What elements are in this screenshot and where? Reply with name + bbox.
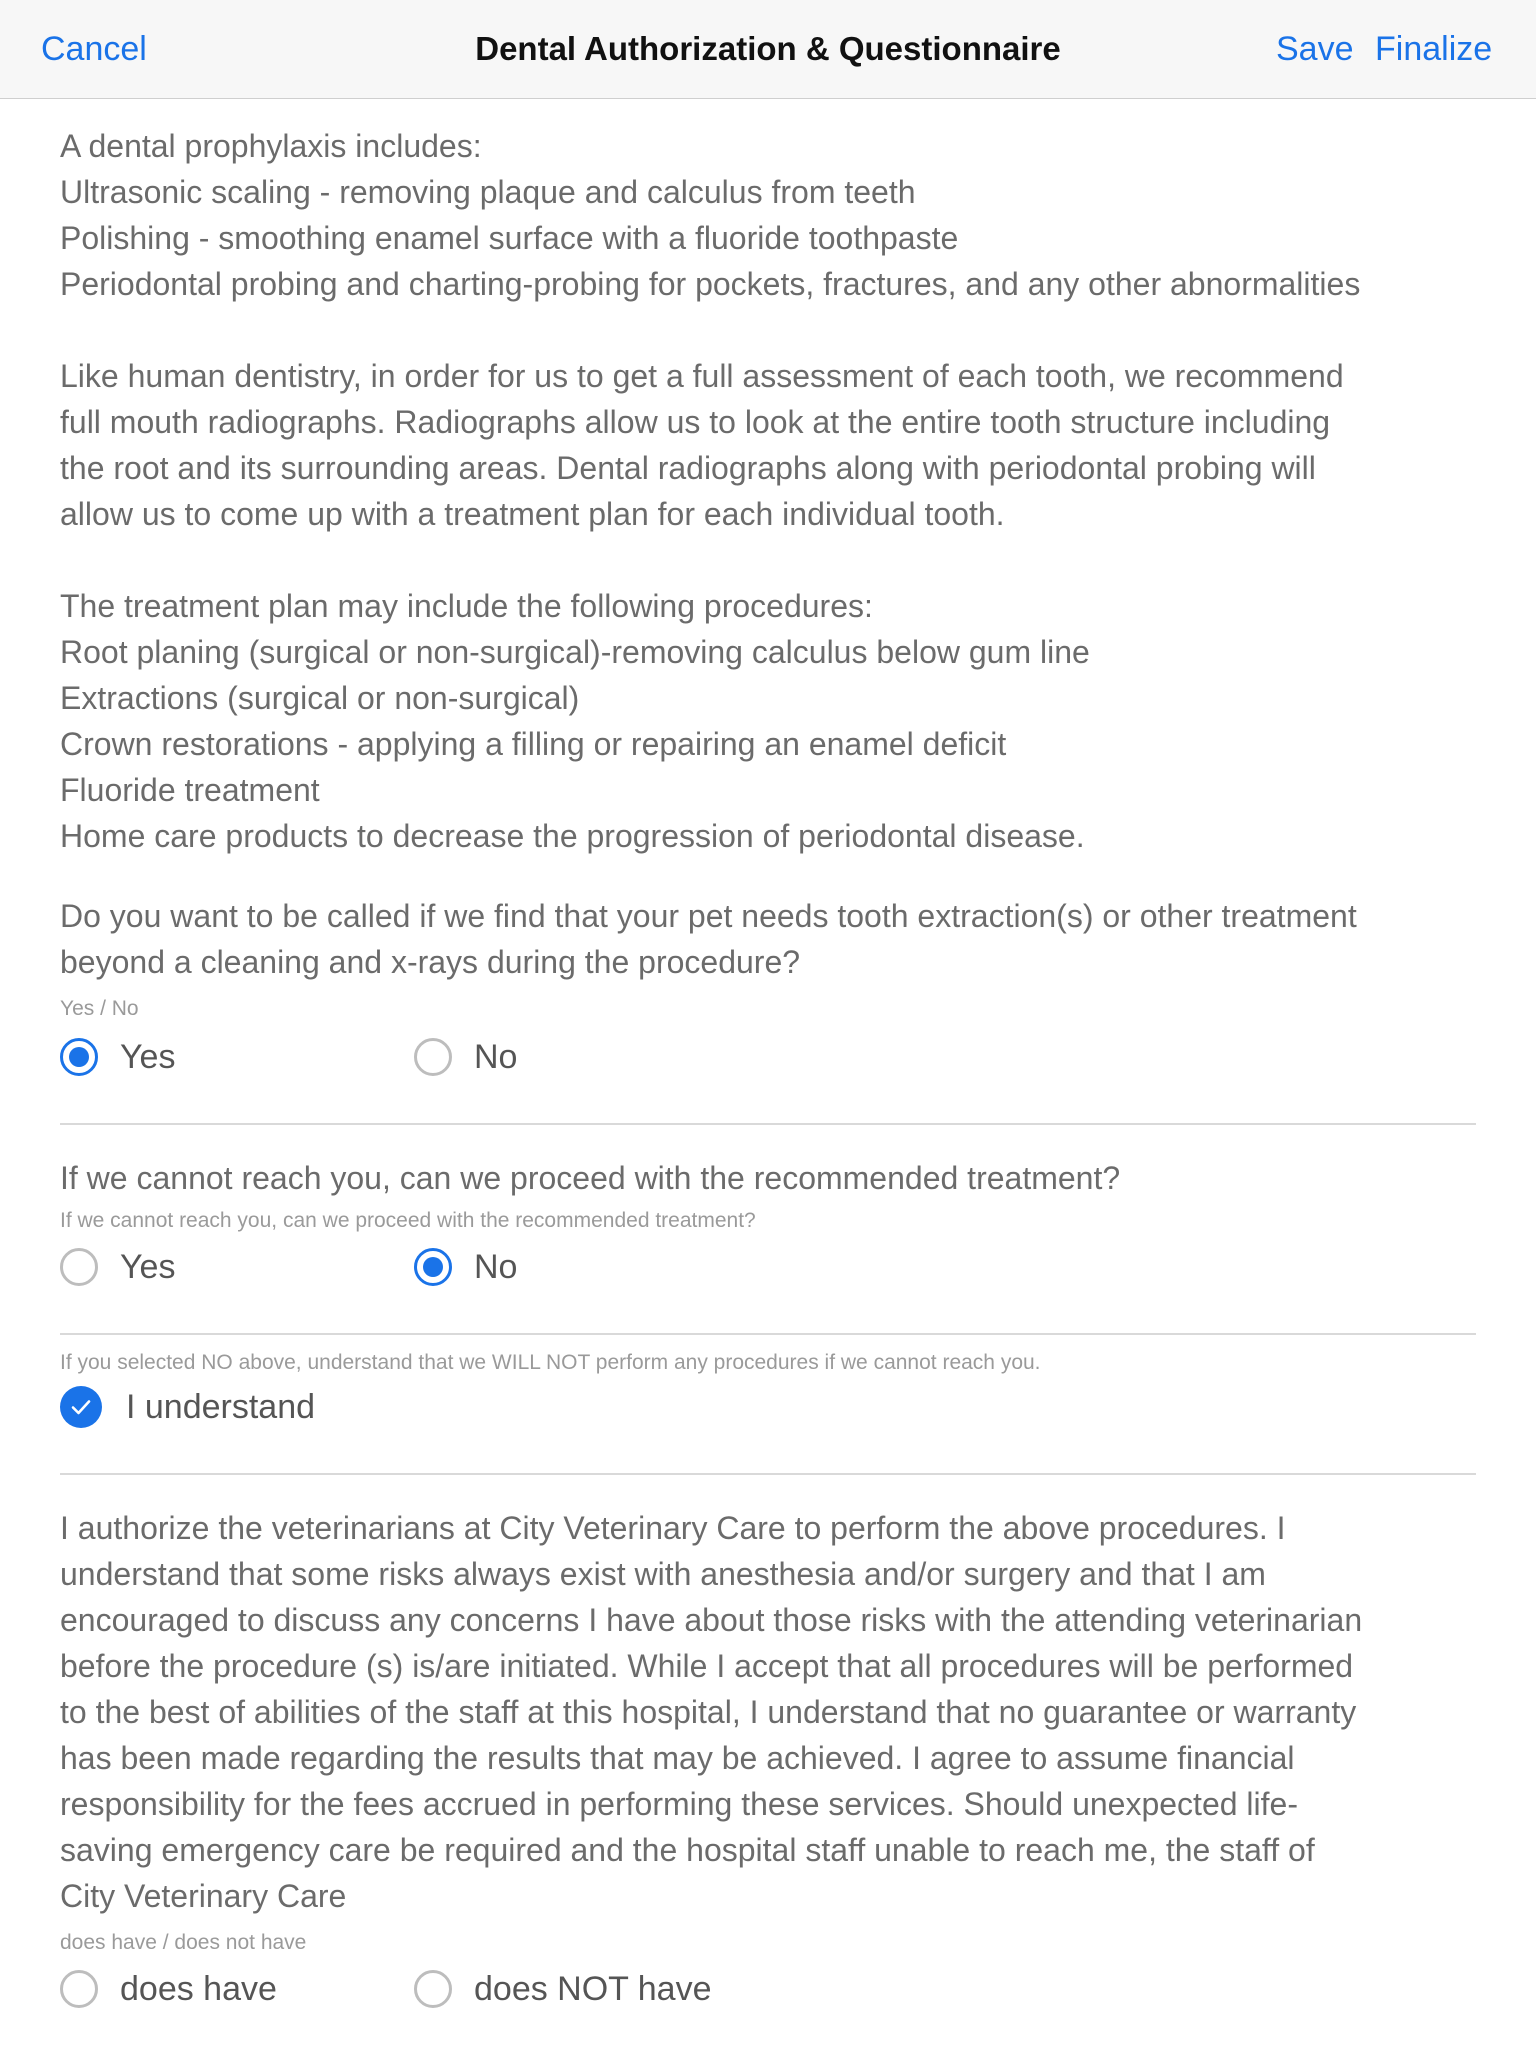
treatment-line: Extractions (surgical or non-surgical): [60, 680, 580, 716]
authorization-line: to the best of abilities of the staff at this hospital, I understand that no guarantee or warranty: [60, 1694, 1357, 1730]
prophylaxis-line: Ultrasonic scaling - removing plaque and calculus from teeth: [60, 174, 916, 210]
proceed-question-text: If we cannot reach you, can we proceed with the recommended treatment?: [60, 1160, 1121, 1196]
radiographs-line: Like human dentistry, in order for us to get a full assessment of each tooth, we recommend: [60, 358, 1344, 394]
prophylaxis-line: A dental prophylaxis includes:: [60, 128, 482, 164]
page-title: Dental Authorization & Questionnaire: [475, 30, 1061, 67]
radio-unselected-icon[interactable]: [60, 1970, 98, 2008]
call-no-option[interactable]: [414, 1027, 517, 1087]
authorization-line: responsibility for the fees accrued in performing these services. Should unexpected life-: [60, 1786, 1298, 1822]
prophylaxis-paragraph: [60, 123, 1476, 307]
call-yes-option[interactable]: [60, 1027, 175, 1087]
radio-unselected-icon[interactable]: [414, 1038, 452, 1076]
authorization-line: City Veterinary Care: [60, 1878, 347, 1914]
save-button[interactable]: Save: [1276, 30, 1354, 68]
proceed-no-label: No: [474, 1247, 518, 1286]
does-not-have-option-label: does NOT have: [474, 1969, 712, 2008]
authorization-line: I authorize the veterinarians at City Veterinary Care to perform the above procedures. I: [60, 1510, 1286, 1546]
form-content: [60, 99, 1476, 2019]
proceed-no-option[interactable]: [414, 1237, 517, 1297]
cancel-button[interactable]: Cancel: [41, 30, 147, 68]
prophylaxis-line: Polishing - smoothing enamel surface with a fluoride toothpaste: [60, 220, 959, 256]
radio-unselected-icon[interactable]: [60, 1248, 98, 1286]
does-have-option-label: does have: [120, 1969, 277, 2008]
radiographs-line: full mouth radiographs. Radiographs allow us to look at the entire tooth structure including: [60, 404, 1331, 440]
authorization-line: has been made regarding the results that may be achieved. I agree to assume financial: [60, 1740, 1295, 1776]
proceed-question-label: If we cannot reach you, can we proceed with the recommended treatment?: [60, 1209, 756, 1232]
understand-checkbox[interactable]: [60, 1377, 1476, 1437]
authorization-line: understand that some risks always exist with anesthesia and/or surgery and that I am: [60, 1556, 1266, 1592]
authorization-line: encouraged to discuss any concerns I have about those risks with the attending veterinarian: [60, 1602, 1363, 1638]
prophylaxis-line: Periodontal probing and charting-probing for pockets, fractures, and any other abnormalities: [60, 266, 1361, 302]
call-no-label: No: [474, 1037, 518, 1076]
call-question-line: Do you want to be called if we find that your pet needs tooth extraction(s) or other treatment: [60, 898, 1357, 934]
treatment-line: Fluoride treatment: [60, 772, 320, 808]
treatment-plan-paragraph: [60, 583, 1476, 859]
treatment-line: Home care products to decrease the progression of periodontal disease.: [60, 818, 1085, 854]
finalize-button[interactable]: Finalize: [1375, 30, 1493, 68]
authorization-line: before the procedure (s) is/are initiated. While I accept that all procedures will be performed: [60, 1648, 1354, 1684]
call-question-line: beyond a cleaning and x-rays during the procedure?: [60, 944, 801, 980]
understand-checkbox-label: I understand: [126, 1387, 316, 1426]
radiographs-line: allow us to come up with a treatment plan for each individual tooth.: [60, 496, 1005, 532]
radio-selected-icon[interactable]: [414, 1248, 452, 1286]
proceed-question: [60, 1155, 1476, 1201]
proceed-yes-option[interactable]: [60, 1237, 175, 1297]
proceed-yes-label: Yes: [120, 1247, 176, 1286]
call-yes-label: Yes: [120, 1037, 176, 1076]
navigation-bar: [0, 0, 1536, 99]
does-have-option[interactable]: [60, 1959, 277, 2019]
call-radio-group: [60, 1027, 1476, 1087]
understand-label: If you selected NO above, understand that we WILL NOT perform any procedures if we cannot reach you.: [60, 1351, 1041, 1374]
proceed-radio-group: [60, 1237, 1476, 1297]
radio-unselected-icon[interactable]: [414, 1970, 452, 2008]
radiographs-paragraph: [60, 353, 1476, 537]
call-question-label: Yes / No: [60, 997, 139, 1020]
treatment-line: The treatment plan may include the following procedures:: [60, 588, 873, 624]
does-have-label: does have / does not have: [60, 1931, 307, 1954]
call-question: [60, 893, 1476, 985]
authorization-line: saving emergency care be required and the hospital staff unable to reach me, the staff of: [60, 1832, 1315, 1868]
treatment-line: Root planing (surgical or non-surgical)-removing calculus below gum line: [60, 634, 1090, 670]
does-not-have-option[interactable]: [414, 1959, 712, 2019]
authorization-paragraph: [60, 1505, 1476, 1919]
checkmark-icon[interactable]: [60, 1386, 102, 1428]
radio-selected-icon[interactable]: [60, 1038, 98, 1076]
radiographs-line: the root and its surrounding areas. Dental radiographs along with periodontal probing will: [60, 450, 1316, 486]
treatment-line: Crown restorations - applying a filling or repairing an enamel deficit: [60, 726, 1007, 762]
does-have-radio-group: [60, 1959, 1476, 2019]
